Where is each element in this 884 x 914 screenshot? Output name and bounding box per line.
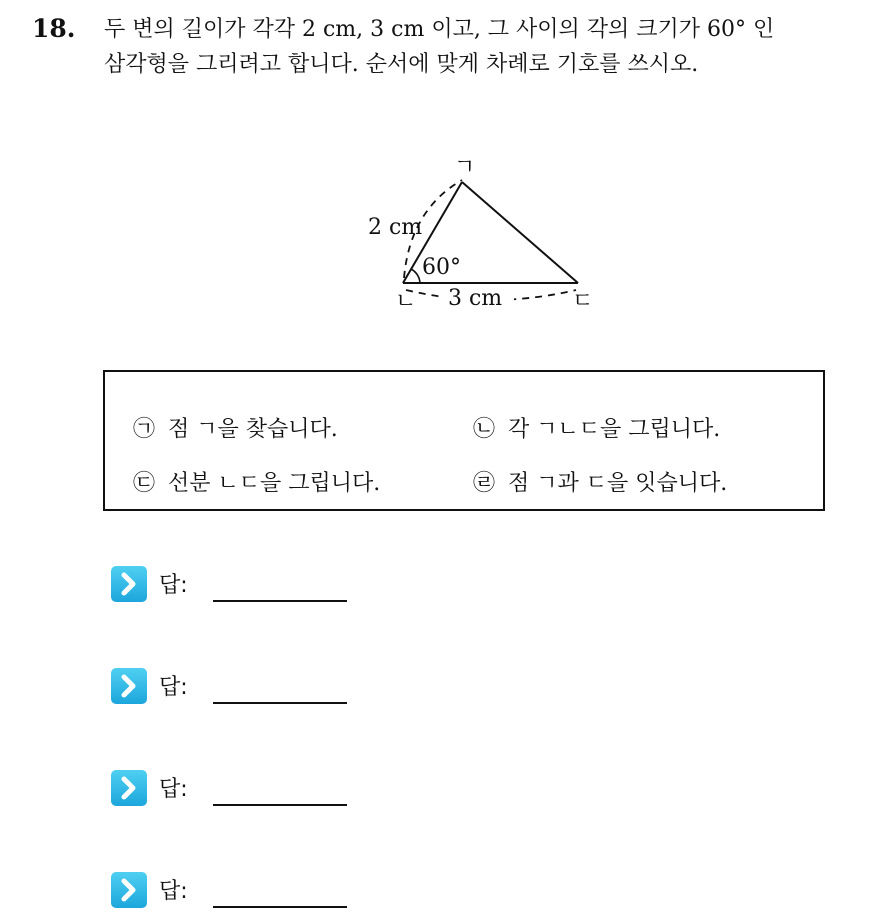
triangle-diagram [340, 150, 610, 320]
side-length-label: 2 cm [368, 215, 423, 240]
choice-item [133, 466, 380, 497]
answer-row [111, 872, 371, 912]
chevron-right-icon [111, 770, 147, 806]
question-number: 18. [32, 14, 76, 43]
choice-item [473, 412, 720, 443]
chevron-right-icon [111, 566, 147, 602]
question-line-1: 두 변의 길이가 각각 2 cm, 3 cm 이고, 그 사이의 각의 크기가 60° 인 [104, 17, 775, 42]
choice-box [103, 370, 825, 511]
answer-label: 답: [159, 675, 188, 700]
base-length-label: 3 cm [448, 286, 503, 311]
question-text [104, 12, 874, 82]
vertex-top-label: ㄱ [454, 155, 476, 180]
answer-row [111, 668, 371, 708]
chevron-right-icon [111, 668, 147, 704]
choice-text: 선분 ㄴㄷ을 그립니다. [168, 471, 381, 496]
vertex-right-label: ㄷ [572, 289, 594, 314]
answer-label: 답: [159, 573, 188, 598]
choice-item [473, 466, 727, 497]
answer-blank[interactable] [213, 804, 347, 806]
answer-row [111, 770, 371, 810]
angle-label: 60° [422, 255, 461, 280]
choice-item [133, 412, 338, 443]
answer-label: 답: [159, 777, 188, 802]
answer-blank[interactable] [213, 600, 347, 602]
answer-blank[interactable] [213, 906, 347, 908]
choice-text: 각 ㄱㄴㄷ을 그립니다. [508, 417, 721, 442]
choice-mark: ㉠ [133, 417, 156, 442]
choice-mark: ㉢ [133, 471, 156, 496]
choice-mark: ㉡ [473, 417, 496, 442]
angle-arc [411, 269, 420, 283]
vertex-left-label: ㄴ [395, 289, 417, 314]
side-ac [462, 182, 578, 283]
answer-blank[interactable] [213, 702, 347, 704]
answer-row [111, 566, 371, 606]
chevron-right-icon [111, 872, 147, 908]
choice-mark: ㉣ [473, 471, 496, 496]
answer-label: 답: [159, 879, 188, 904]
triangle-figure [340, 150, 610, 320]
question-line-2: 삼각형을 그리려고 합니다. 순서에 맞게 차례로 기호를 쓰시오. [104, 52, 699, 77]
choice-text: 점 ㄱ을 찾습니다. [168, 417, 338, 442]
choice-text: 점 ㄱ과 ㄷ을 잇습니다. [508, 471, 728, 496]
